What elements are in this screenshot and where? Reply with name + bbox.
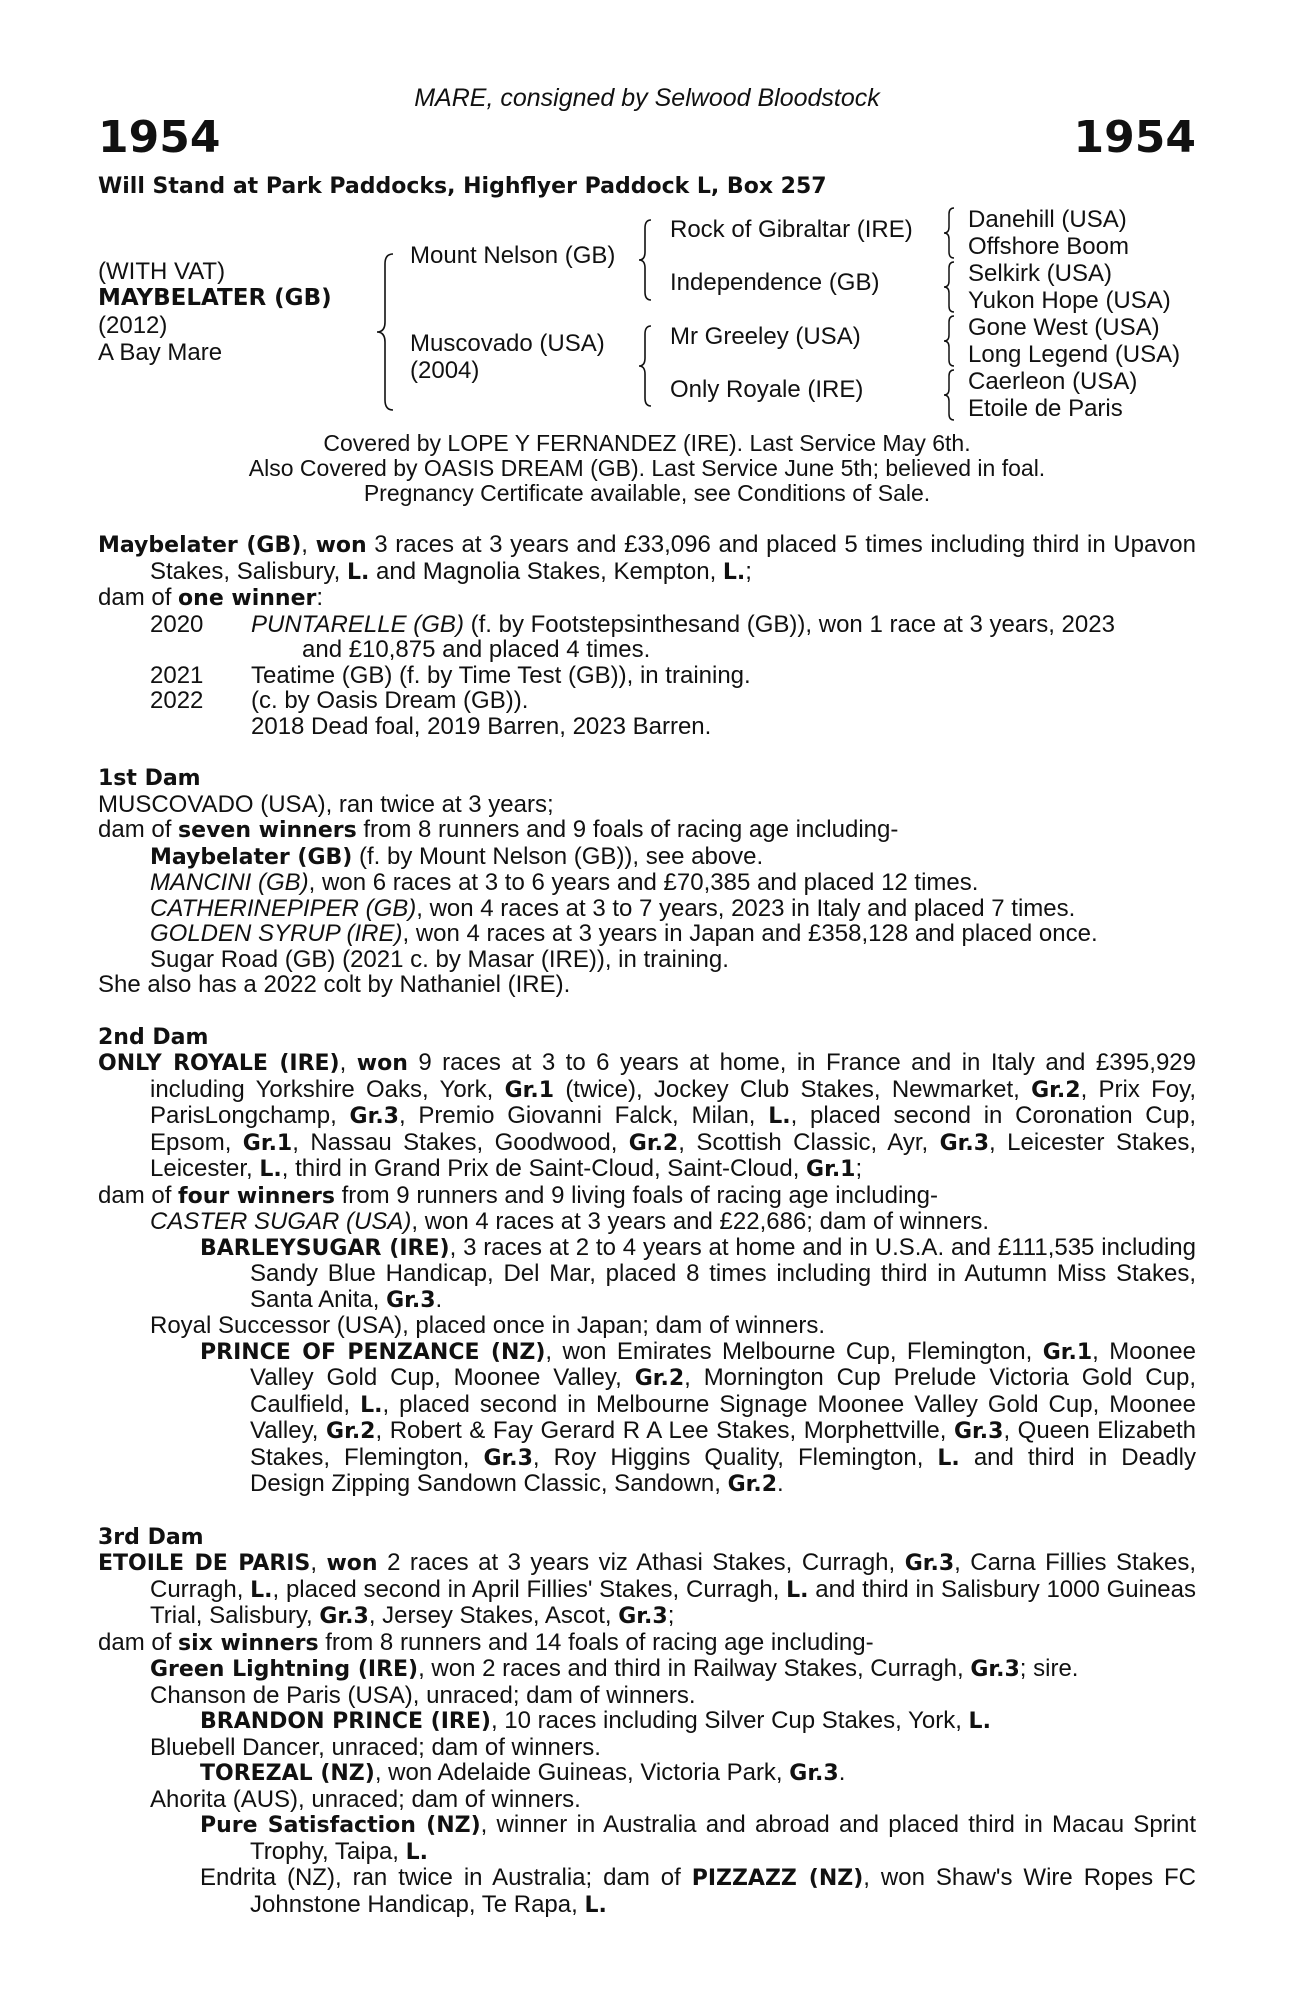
second-dam-record: ONLY ROYALE (IRE), won 9 races at 3 to 6 years at home, in France and in Italy and £395,929 including Yorkshire Oaks, York, Gr.1 (twice), Jockey Club Stakes, Newmarket, Gr.2, Prix Foy, ParisLongchamp, Gr.3, Premio Giovanni Falck, Milan, L., placed second in Coronation Cup, Epsom, Gr.1, Nassau Stakes, Goodwood, Gr.2, Scottish Classic, Ayr, Gr.3, Leicester Stakes, Leicester, L., third in Grand Prix de Saint-Cloud, Saint-Cloud, Gr.1; — [98, 1049, 1196, 1182]
sire-sire-sire: Danehill (USA) — [968, 206, 1127, 233]
third-dam-runner: Chanson de Paris (USA), unraced; dam of winners. — [150, 1681, 696, 1709]
dam: Muscovado (USA) — [410, 330, 605, 357]
dam-sire-sire: Gone West (USA) — [968, 314, 1160, 341]
stabling-line: Will Stand at Park Paddocks, Highflyer Paddock L, Box 257 — [98, 174, 827, 199]
third-dam-record: ETOILE DE PARIS, won 2 races at 3 years viz Athasi Stakes, Curragh, Gr.3, Carna Fillies Stakes, Curragh, L., placed second in April Fillies' Stakes, Curragh, L. and third in Salisbury 1000 Guineas Trial, Salisbury, Gr.3, Jersey Stakes, Ascot, Gr.3; — [98, 1549, 1196, 1629]
sire-dam-sire: Selkirk (USA) — [968, 260, 1113, 287]
second-dam-runner: Royal Successor (USA), placed once in Japan; dam of winners. — [150, 1312, 825, 1339]
dam-sire: Mr Greeley (USA) — [670, 323, 861, 350]
first-dam-runner: Maybelater (GB) (f. by Mount Nelson (GB)), see above. — [150, 842, 764, 870]
third-dam-runner: Ahorita (AUS), unraced; dam of winners. — [150, 1785, 581, 1813]
first-dam-line: MUSCOVADO (USA), ran twice at 3 years; — [98, 790, 554, 818]
catalogue-body — [98, 532, 1196, 1918]
produce-barren: 2018 Dead foal, 2019 Barren, 2023 Barren. — [251, 712, 712, 740]
consignor-line: MARE, consigned by Selwood Bloodstock — [414, 84, 880, 112]
mare-name: Maybelater (GB) — [98, 533, 302, 558]
covering-notes — [98, 431, 1196, 506]
third-dam-runner: Bluebell Dancer, unraced; dam of winners. — [150, 1733, 601, 1761]
vat-note: (WITH VAT) — [98, 258, 226, 285]
brace-sire — [635, 218, 655, 302]
brace-dam — [635, 324, 655, 408]
brace-ds — [941, 314, 957, 368]
mare-dam-of: dam of one winner: — [98, 584, 324, 611]
mare-record: Maybelater (GB), won 3 races at 3 years and £33,096 and placed 5 times including third in Upavon Stakes, Salisbury, L. and Magnolia Stakes, Kempton, L.; — [98, 531, 1196, 585]
third-dam-heading: 3rd Dam — [98, 1524, 204, 1550]
third-dam-grandchild: Pure Satisfaction (NZ), winner in Australia and abroad and placed third in Macau Sprint Trophy, Taipa, L. — [200, 1811, 1197, 1865]
first-dam-runner: MANCINI (GB), won 6 races at 3 to 6 years and £70,385 and placed 12 times. — [150, 869, 979, 896]
dam-year: (2004) — [410, 357, 480, 384]
first-dam-heading: 1st Dam — [98, 766, 201, 791]
pedigree-table — [98, 206, 1196, 424]
first-dam-runner: Sugar Road (GB) (2021 c. by Masar (IRE)), in training. — [150, 945, 729, 973]
dam-sire-dam: Long Legend (USA) — [968, 341, 1181, 368]
second-dam-heading: 2nd Dam — [98, 1024, 209, 1050]
produce-row: 2021 Teatime (GB) (f. by Time Test (GB)), in training. — [150, 661, 751, 689]
covering-line-1: Covered by LOPE Y FERNANDEZ (IRE). Last Service May 6th. — [323, 430, 971, 456]
third-dam-runner: Green Lightning (IRE), won 2 races and third in Railway Stakes, Curragh, Gr.3; sire. — [150, 1655, 1079, 1682]
second-dam-grandchild: BARLEYSUGAR (IRE), 3 races at 2 to 4 years at home and in U.S.A. and £111,535 including Sandy Blue Handicap, Del Mar, placed 8 times including third in Autumn Miss Stakes, Santa Anita, Gr.3. — [200, 1233, 1196, 1313]
horse-year: (2012) — [98, 312, 168, 339]
produce-row-continued: and £10,875 and placed 4 times. — [302, 636, 651, 663]
covering-line-2: Also Covered by OASIS DREAM (GB). Last Service June 5th; believed in foal. — [248, 455, 1046, 481]
lot-number-left: 1954 — [98, 112, 221, 163]
sire-sire-dam: Offshore Boom — [968, 233, 1129, 260]
brace-dd — [941, 368, 957, 422]
horse-name: MAYBELATER (GB) — [98, 285, 332, 311]
third-dam-dam-of: dam of six winners from 8 runners and 14 foals of racing age including- — [98, 1628, 874, 1656]
brace-horse — [373, 252, 397, 412]
produce-row: 2022 (c. by Oasis Dream (GB)). — [150, 687, 529, 714]
third-dam-grandchild: BRANDON PRINCE (IRE), 10 races including Silver Cup Stakes, York, L. — [200, 1707, 991, 1734]
produce-row: 2020 PUNTARELLE (GB) (f. by Footstepsinthesand (GB)), won 1 race at 3 years, 2023 — [150, 610, 1115, 638]
lot-number-right: 1954 — [1073, 112, 1196, 163]
sire-sire: Rock of Gibraltar (IRE) — [670, 216, 913, 243]
brace-sd — [941, 260, 957, 314]
sire-dam: Independence (GB) — [670, 269, 880, 296]
second-dam-dam-of: dam of four winners from 9 runners and 9 living foals of racing age including- — [98, 1181, 938, 1209]
dam-dam-dam: Etoile de Paris — [968, 395, 1123, 422]
dam-dam: Only Royale (IRE) — [670, 376, 864, 403]
first-dam-dam-of: dam of seven winners from 8 runners and 9 foals of racing age including- — [98, 816, 899, 843]
second-dam-grandchild: PRINCE OF PENZANCE (NZ), won Emirates Melbourne Cup, Flemington, Gr.1, Moonee Valley Gold Cup, Moonee Valley, Gr.2, Mornington Cup Prelude Victoria Gold Cup, Caulfield, L., placed second in Melbourne Signage Moonee Valley Gold Cup, Moonee Valley, Gr.2, Robert & Fay Gerard R A Lee Stakes, Morphettville, Gr.3, Queen Elizabeth Stakes, Flemington, Gr.3, Roy Higgins Quality, Flemington, L. and third in Deadly Design Zipping Sandown Classic, Sandown, Gr.2. — [200, 1337, 1197, 1497]
sire: Mount Nelson (GB) — [410, 242, 616, 269]
horse-description: A Bay Mare — [98, 339, 223, 366]
first-dam-runner: GOLDEN SYRUP (IRE), won 4 races at 3 years in Japan and £358,128 and placed once. — [150, 920, 1098, 947]
third-dam-grandchild: TOREZAL (NZ), won Adelaide Guineas, Victoria Park, Gr.3. — [200, 1759, 846, 1786]
third-dam-grandchild: Endrita (NZ), ran twice in Australia; dam of PIZZAZZ (NZ), won Shaw's Wire Ropes FC Johnstone Handicap, Te Rapa, L. — [200, 1864, 1197, 1918]
first-dam-note: She also has a 2022 colt by Nathaniel (IRE). — [98, 971, 571, 998]
covering-line-3: Pregnancy Certificate available, see Conditions of Sale. — [363, 480, 931, 506]
first-dam-runner: CATHERINEPIPER (GB), won 4 races at 3 to 7 years, 2023 in Italy and placed 7 times. — [150, 894, 1076, 922]
dam-dam-sire: Caerleon (USA) — [968, 368, 1138, 395]
brace-ss — [941, 206, 957, 260]
sire-dam-dam: Yukon Hope (USA) — [968, 287, 1171, 314]
second-dam-runner: CASTER SUGAR (USA), won 4 races at 3 years and £22,686; dam of winners. — [150, 1208, 990, 1235]
